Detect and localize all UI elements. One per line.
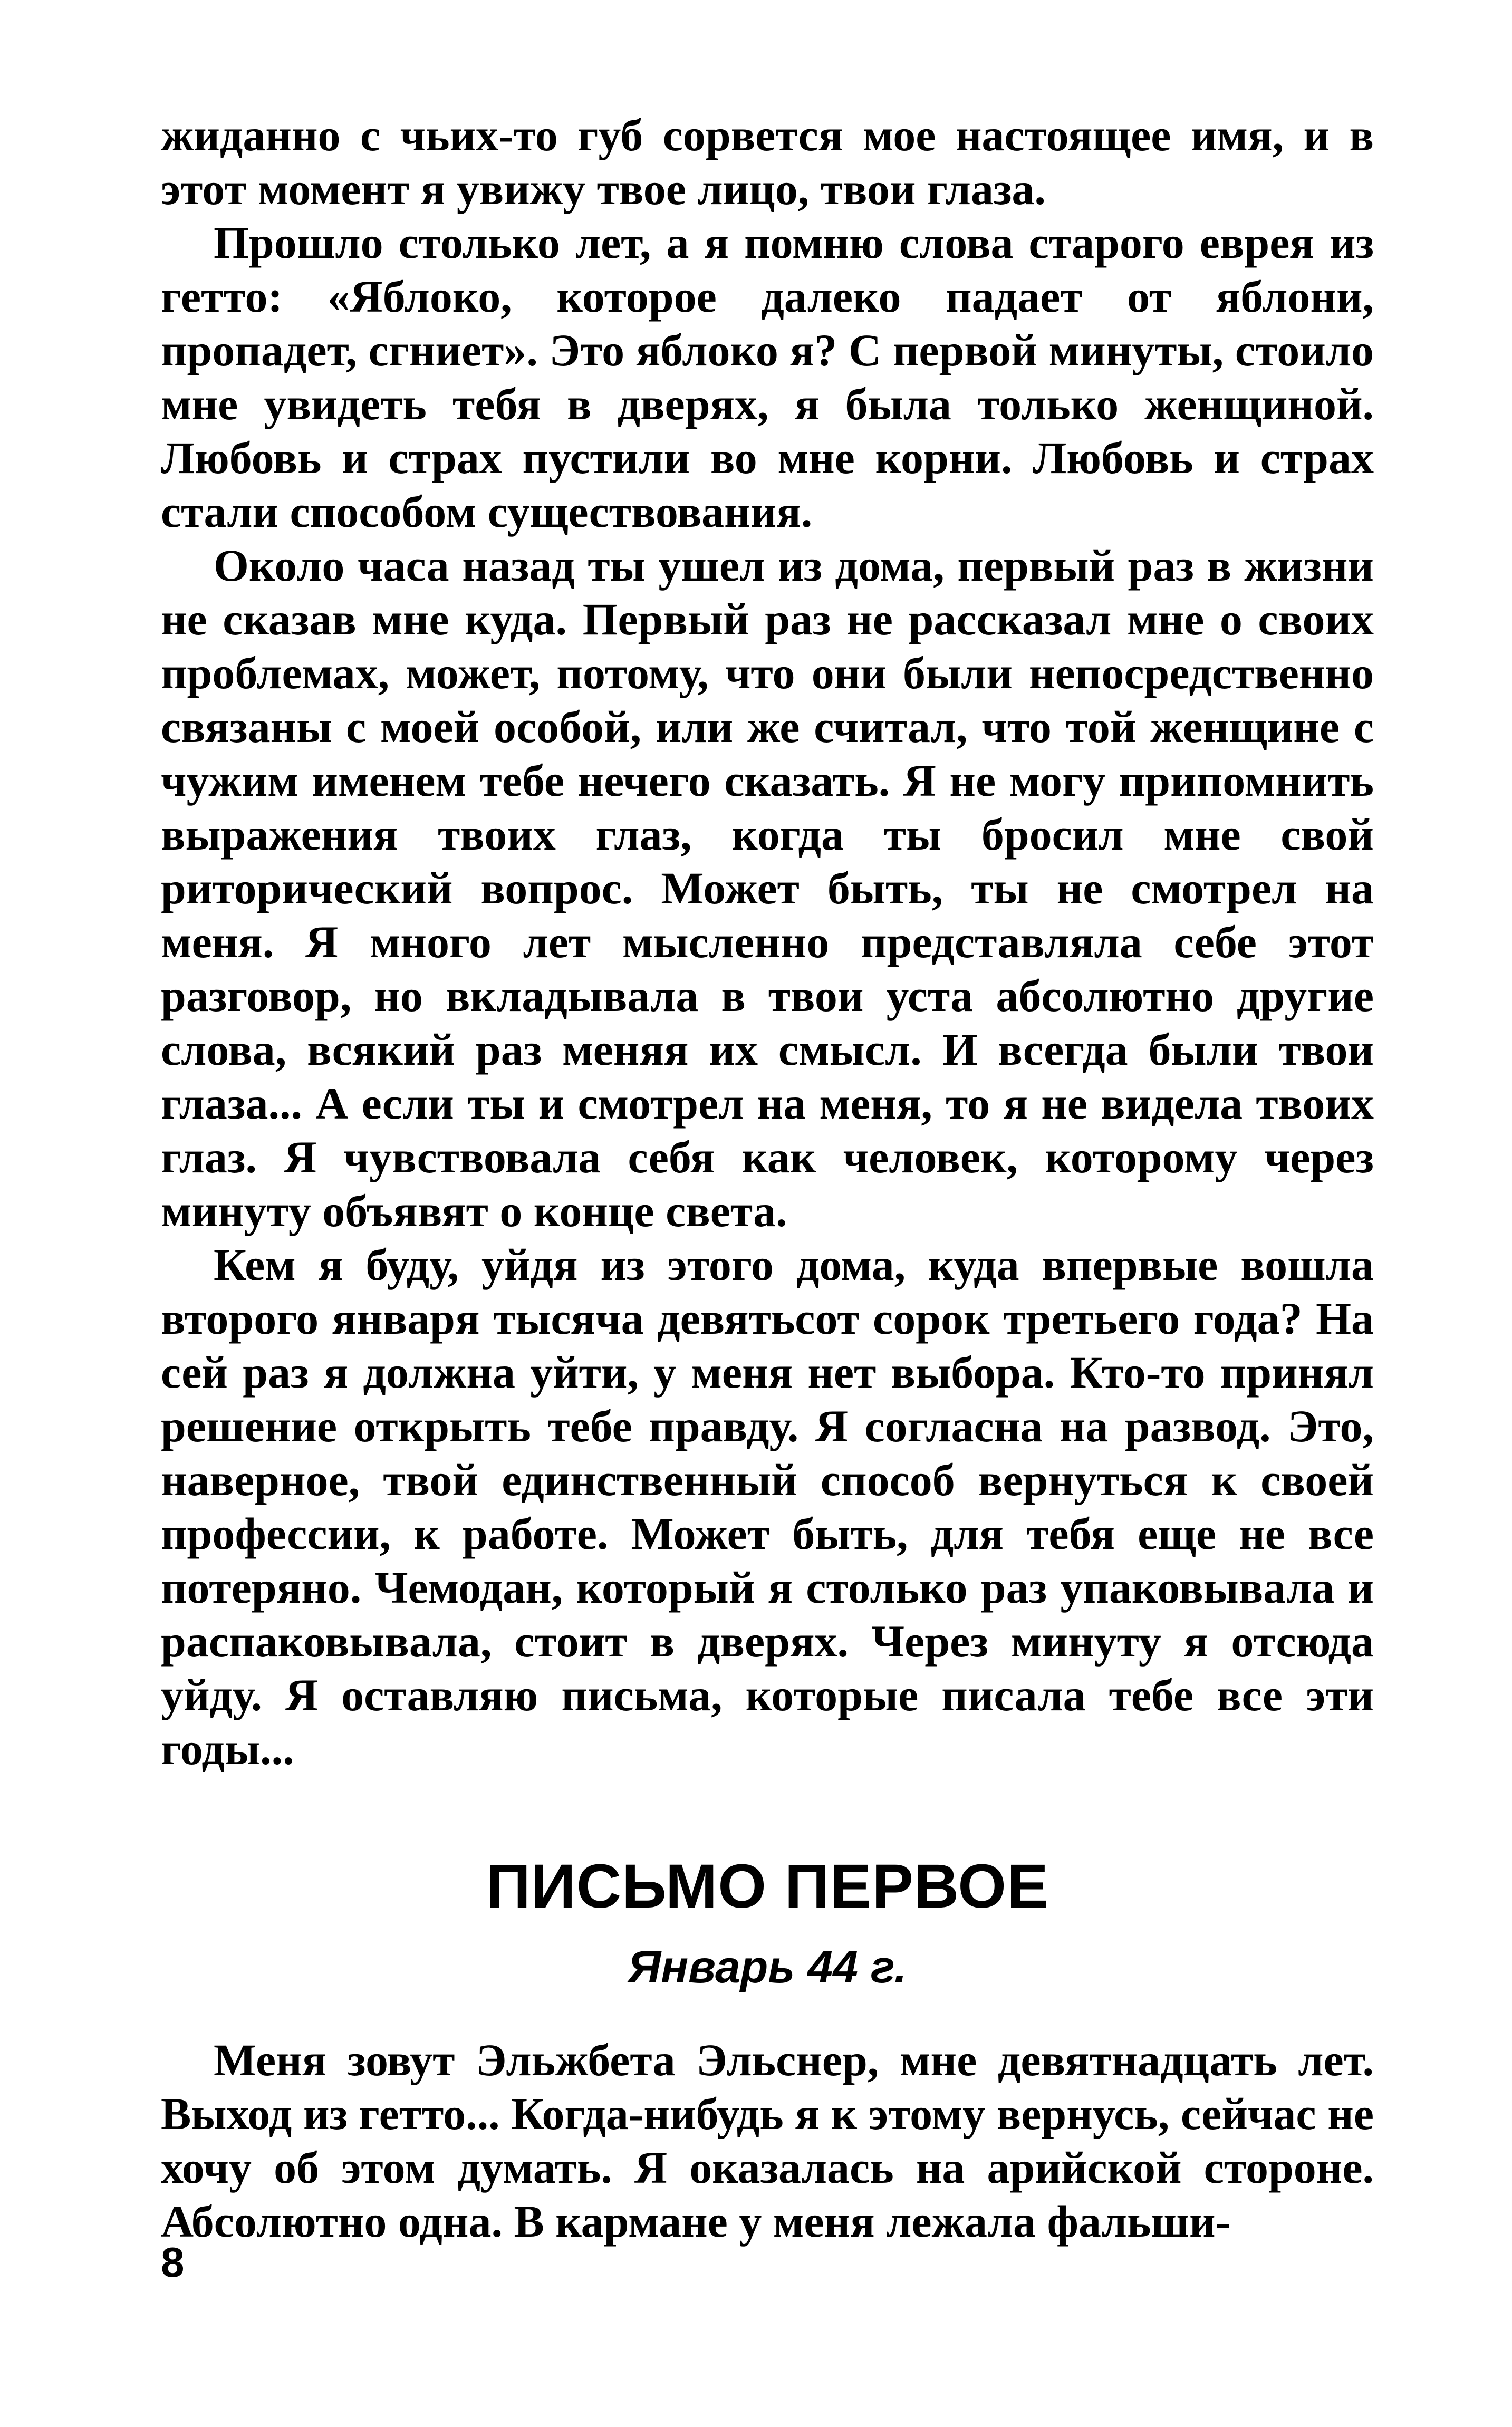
chapter-heading bbox=[161, 1850, 1374, 1996]
paragraph-old-jew-quote: Прошло столько лет, а я помню слова старого еврея из гетто: «Яблоко, которое далеко падает от яблони, пропадет, сгниет». Это яблоко я? С первой минуты, стоило мне увидеть тебя в дверях, я была только женщиной. Любовь и страх пустили во мне корни. Любовь и страх стали способом существования. bbox=[161, 217, 1374, 537]
chapter-date: Январь 44 г. bbox=[628, 1942, 907, 1992]
paragraph-hour-ago: Около часа назад ты ушел из дома, первый раз в жизни не сказав мне куда. Первый раз не рассказал мне о своих проблемах, может, потому, что они были непосредственно связаны с моей особой, или же считал, что той женщине с чужим именем тебе нечего сказать. Я не могу припомнить выражения твоих глаз, когда ты бросил мне свой риторический вопрос. Может быть, ты не смотрел на меня. Я много лет мысленно представляла себе этот разговор, но вкладывала в твои уста абсолютно другие слова, всякий раз меняя их смысл. И всегда были твои глаза... А если ты и смотрел на меня, то я не видела твоих глаз. Я чувствовала себя как человек, которому через минуту объявят о конце света. bbox=[161, 540, 1374, 1236]
paragraph-my-name: Меня зовут Эльжбета Эльснер, мне девятнадцать лет. Выход из гетто... Когда-нибудь я к этому вернусь, сейчас не хочу об этом думать. Я оказалась на арийской стороне. Абсолютно одна. В кармане у меня лежала фальши- bbox=[161, 2035, 1374, 2247]
page-number: 8 bbox=[161, 2239, 185, 2286]
chapter-title: ПИСЬМО ПЕРВОЕ bbox=[486, 1852, 1049, 1921]
book-page bbox=[161, 108, 1374, 2248]
paragraph-continued: жиданно с чьих-то губ сорвется мое настоящее имя, и в этот момент я увижу твое лицо, твои глаза. bbox=[161, 110, 1374, 214]
paragraph-who-will-i-be: Кем я буду, уйдя из этого дома, куда впервые вошла второго января тысяча девятьсот сорок третьего года? На сей раз я должна уйти, у меня нет выбора. Кто-то принял решение открыть тебе правду. Я согласна на развод. Это, наверное, твой единственный способ вернуться к своей профессии, к работе. Может быть, для тебя еще не все потеряно. Чемодан, который я столько раз упаковывала и распаковывала, стоит в дверях. Через минуту я отсюда уйду. Я оставляю письма, которые писала тебе все эти годы... bbox=[161, 1239, 1374, 1774]
